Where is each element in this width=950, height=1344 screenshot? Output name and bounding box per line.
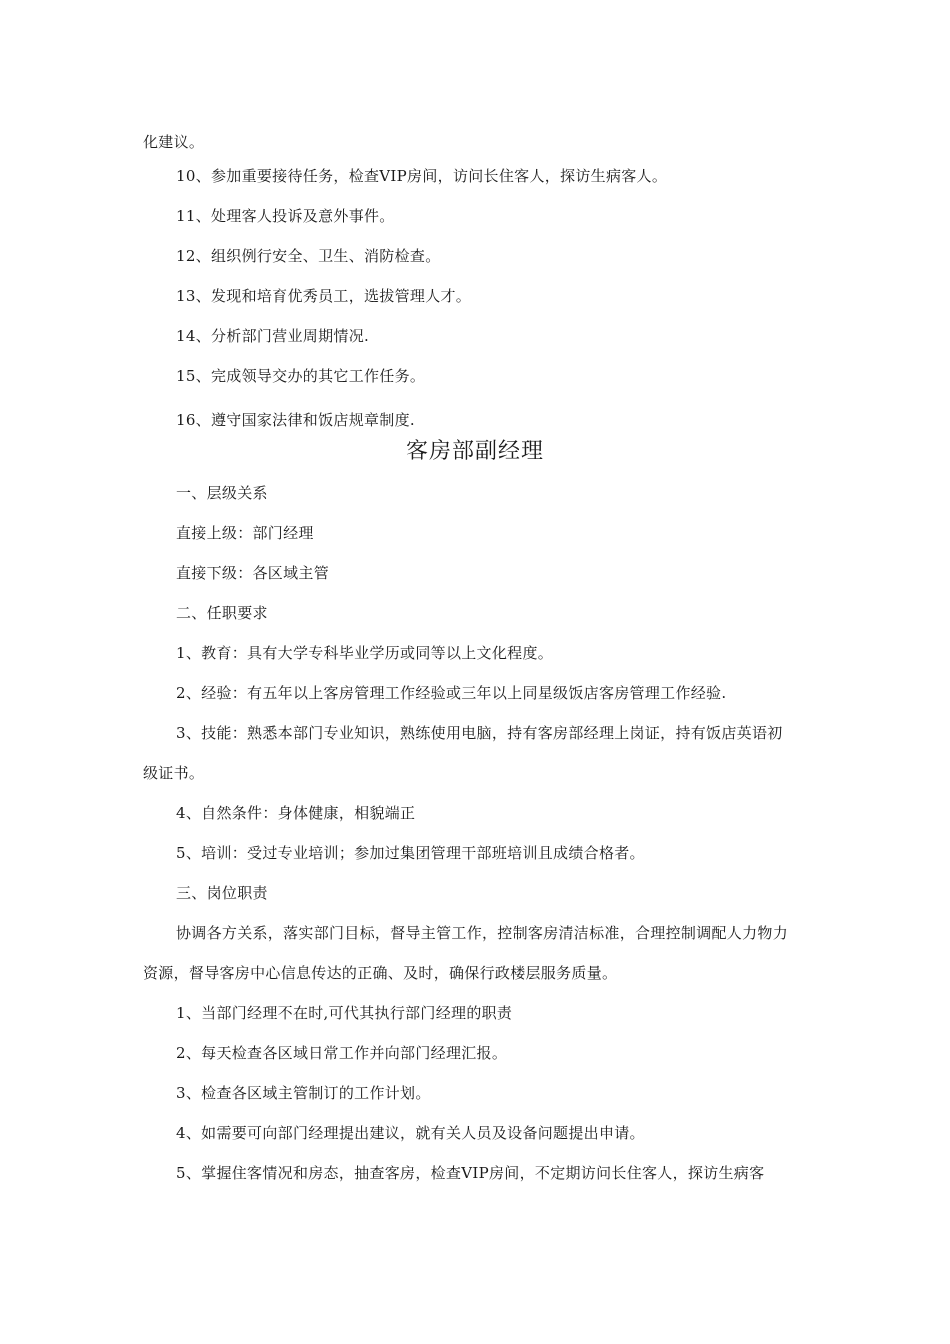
- text-line: 1、教育：具有大学专科毕业学历或同等以上文化程度。: [176, 644, 554, 662]
- text-line: 5、培训：受过专业培训；参加过集团管理干部班培训且成绩合格者。: [176, 844, 645, 862]
- text-line: 14、分析部门营业周期情况.: [176, 327, 370, 345]
- text-line: 2、每天检查各区域日常工作并向部门经理汇报。: [176, 1044, 508, 1062]
- text-line: 4、如需要可向部门经理提出建议，就有关人员及设备问题提出申请。: [176, 1124, 645, 1142]
- text-line: 化建议。: [143, 133, 205, 151]
- text-line: 10、参加重要接待任务，检查VIP房间，访问长住客人，探访生病客人。: [176, 167, 668, 185]
- text-line: 直接上级：部门经理: [176, 524, 314, 542]
- text-line: 5、掌握住客情况和房态，抽查客房，检查VIP房间，不定期访问长住客人，探访生病客: [176, 1164, 765, 1182]
- text-line: 直接下级：各区域主管: [176, 564, 330, 582]
- heading-hierarchy: 一、层级关系: [176, 484, 268, 502]
- text-line: 资源，督导客房中心信息传达的正确、及时，确保行政楼层服务质量。: [143, 964, 618, 982]
- text-line: 16、遵守国家法律和饭店规章制度.: [176, 411, 415, 429]
- section-title: 客房部副经理: [405, 439, 544, 464]
- text-line: 11、处理客人投诉及意外事件。: [176, 207, 395, 225]
- text-line: 级证书。: [143, 764, 205, 782]
- text-line: 2、经验：有五年以上客房管理工作经验或三年以上同星级饭店客房管理工作经验.: [176, 684, 727, 702]
- text-line: 12、组织例行安全、卫生、消防检查。: [176, 247, 441, 265]
- text-line: 3、技能：熟悉本部门专业知识，熟练使用电脑，持有客房部经理上岗证，持有饭店英语初: [176, 724, 783, 742]
- heading-requirements: 二、任职要求: [176, 604, 268, 622]
- text-line: 4、自然条件：身体健康，相貌端正: [176, 804, 416, 822]
- text-line: 3、检查各区域主管制订的工作计划。: [176, 1084, 431, 1102]
- text-line: 15、完成领导交办的其它工作任务。: [176, 367, 426, 385]
- text-line: 协调各方关系，落实部门目标，督导主管工作，控制客房清洁标准，合理控制调配人力物力: [176, 924, 789, 942]
- text-line: 13、发现和培育优秀员工，选拔管理人才。: [176, 287, 472, 305]
- text-line: 1、当部门经理不在时,可代其执行部门经理的职责: [176, 1004, 513, 1022]
- heading-duties: 三、岗位职责: [176, 884, 268, 902]
